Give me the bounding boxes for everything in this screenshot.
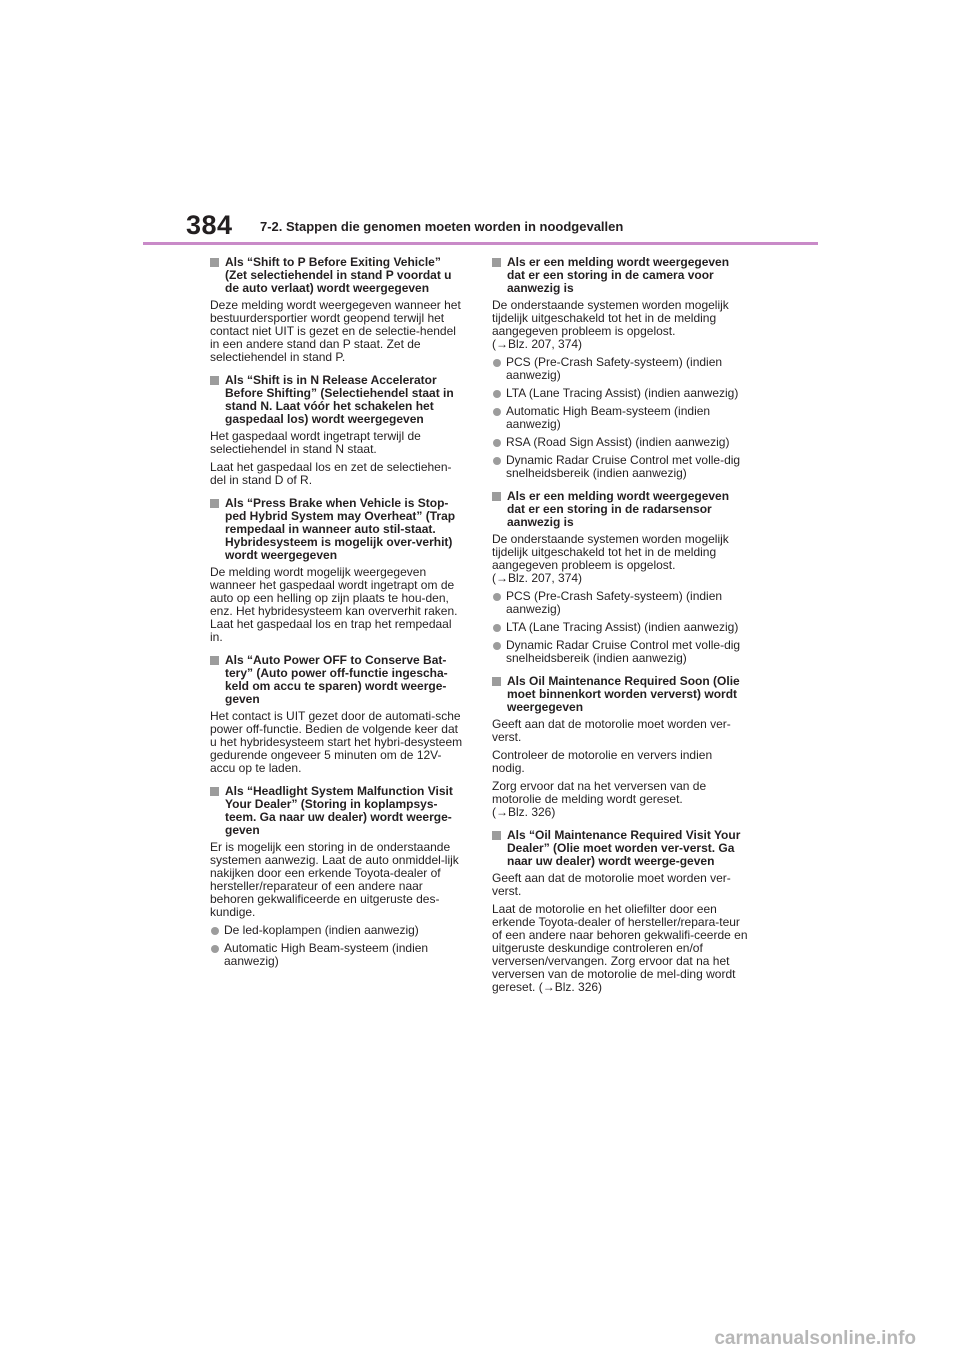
list-item: Automatic High Beam-systeem (indien aanwezig): [492, 405, 748, 431]
paragraph: De onderstaande systemen worden mogelijk tijdelijk uitgeschakeld tot het in de melding aangegeven probleem is opgelost. (→Blz. 207, 374): [492, 532, 729, 585]
list-item: De led-koplampen (indien aanwezig): [210, 924, 466, 937]
watermark-logo: carmanualsonline.info: [714, 1328, 916, 1349]
square-bullet-icon: [492, 492, 501, 501]
heading-text: Als “Press Brake when Vehicle is Stop-ped Hybrid System may Overheat” (Trap rempedaal in wanneer auto stil-staat. Hybridesysteem is mogelijk over-verhit) wordt weergegeven: [225, 496, 456, 562]
paragraph: Laat de motorolie en het oliefilter door een erkende Toyota-dealer of hersteller/repara-teur of een andere naar behoren gekwalifi-ceerde en uitgeruste deskundige controleren en/of verversen/vervangen. Zorg ervoor dat na het verversen van de motorolie de mel-ding wordt gereset. (→Blz. 326): [492, 902, 748, 994]
paragraph: Zorg ervoor dat na het verversen van de motorolie de melding wordt gereset. (→Blz. 326): [492, 779, 707, 819]
round-bullet-icon: [211, 945, 219, 953]
paragraph: Controleer de motorolie en ververs indien nodig.: [492, 748, 713, 775]
paragraph: De melding wordt mogelijk weergegeven wanneer het gaspedaal wordt ingetrapt om de auto op een helling op zijn plaats te hou-den, enz. Het hybridesysteem kan oververhit raken. Laat het gaspedaal los en trap het rempedaal in.: [210, 565, 458, 644]
list-item: PCS (Pre-Crash Safety-systeem) (indien aanwezig): [492, 590, 748, 616]
section-title: 7-2. Stappen die genomen moeten worden in noodgevallen: [260, 219, 624, 234]
square-bullet-icon: [210, 787, 219, 796]
heading-text: Als er een melding wordt weergegeven dat er een storing in de camera voor aanwezig is: [507, 255, 730, 295]
list-item: Dynamic Radar Cruise Control met volle-dig snelheidsbereik (indien aanwezig): [492, 454, 748, 480]
heading-text: Als “Headlight System Malfunction Visit Your Dealer” (Storing in koplampsys-teem. Ga naar uw dealer) wordt weerge-geven: [225, 784, 453, 837]
page-reference: (→Blz. 326): [492, 805, 556, 819]
round-bullet-icon: [211, 927, 219, 935]
list-item: Automatic High Beam-systeem (indien aanwezig): [210, 942, 466, 968]
heading-auto-power-off: [210, 654, 466, 706]
page-reference: (→Blz. 207, 374): [492, 571, 583, 585]
paragraph: De onderstaande systemen worden mogelijk tijdelijk uitgeschakeld tot het in de melding aangegeven probleem is opgelost. (→Blz. 207, 374): [492, 298, 729, 351]
heading-text: Als “Auto Power OFF to Conserve Bat-tery” (Auto power off-functie ingescha-keld om accu te sparen) wordt weerge-geven: [225, 653, 448, 706]
heading-text: Als “Shift to P Before Exiting Vehicle” (Zet selectiehendel in stand P voordat u de auto verlaat) wordt weergegeven: [225, 255, 452, 295]
list-item: LTA (Lane Tracing Assist) (indien aanwezig): [492, 621, 748, 634]
list-item: Dynamic Radar Cruise Control met volle-dig snelheidsbereik (indien aanwezig): [492, 639, 748, 665]
square-bullet-icon: [492, 258, 501, 267]
right-column: [492, 256, 748, 999]
list-item: PCS (Pre-Crash Safety-systeem) (indien aanwezig): [492, 356, 748, 382]
round-bullet-icon: [493, 359, 501, 367]
heading-oil-maintenance-soon: [492, 675, 748, 714]
square-bullet-icon: [492, 677, 501, 686]
heading-oil-maintenance-dealer: [492, 829, 748, 868]
square-bullet-icon: [492, 831, 501, 840]
heading-shift-in-n: [210, 374, 466, 426]
paragraph: Het gaspedaal wordt ingetrapt terwijl de selectiehendel in stand N staat.: [210, 429, 421, 456]
paragraph: Laat het gaspedaal los en zet de selectiehen-del in stand D of R.: [210, 460, 452, 487]
heading-text: Als “Shift is in N Release Accelerator Before Shifting” (Selectiehendel staat in stand N. Laat vóór het schakelen het gaspedaal los) wordt weergegeven: [225, 373, 454, 426]
round-bullet-icon: [493, 593, 501, 601]
heading-press-brake: [210, 497, 466, 562]
square-bullet-icon: [210, 258, 219, 267]
list-item: RSA (Road Sign Assist) (indien aanwezig): [492, 436, 748, 449]
heading-text: Als “Oil Maintenance Required Visit Your Dealer” (Olie moet worden ver-verst. Ga naar uw dealer) wordt weerge-geven: [507, 828, 741, 868]
round-bullet-icon: [493, 408, 501, 416]
header-rule: [143, 242, 818, 245]
round-bullet-icon: [493, 439, 501, 447]
page-number: 384: [186, 210, 233, 240]
paragraph: Deze melding wordt weergegeven wanneer het bestuurdersportier wordt geopend terwijl het contact niet UIT is gezet en de selectie-hendel in een andere stand dan P staat. Zet de selectiehendel in stand P.: [210, 298, 461, 364]
paragraph: Geeft aan dat de motorolie moet worden ver-verst.: [492, 717, 731, 744]
list-item: LTA (Lane Tracing Assist) (indien aanwezig): [492, 387, 748, 400]
heading-front-camera: [492, 256, 748, 295]
paragraph: Er is mogelijk een storing in de onderstaande systemen aanwezig. Laat de auto onmiddel-lijk nakijken door een erkende Toyota-dealer of hersteller/reparateur of een andere naar behoren gekwalificeerde en uitgeruste des-kundige.: [210, 840, 459, 919]
round-bullet-icon: [493, 624, 501, 632]
square-bullet-icon: [210, 376, 219, 385]
left-column: [210, 256, 466, 973]
heading-shift-to-p: [210, 256, 466, 295]
heading-headlight-malfunction: [210, 785, 466, 837]
round-bullet-icon: [493, 390, 501, 398]
round-bullet-icon: [493, 457, 501, 465]
square-bullet-icon: [210, 656, 219, 665]
page-reference: (→Blz. 207, 374): [492, 337, 583, 351]
paragraph: Het contact is UIT gezet door de automati-sche power off-functie. Bedien de volgende keer dat u het hybridesysteem start het hybri-desysteem gedurende ongeveer 5 minuten om de 12V-accu op te laden.: [210, 709, 463, 775]
square-bullet-icon: [210, 499, 219, 508]
round-bullet-icon: [493, 642, 501, 650]
heading-text: Als Oil Maintenance Required Soon (Olie moet binnenkort worden ververst) wordt weergegeven: [507, 674, 740, 714]
heading-radar-sensor: [492, 490, 748, 529]
paragraph: Geeft aan dat de motorolie moet worden ver-verst.: [492, 871, 731, 898]
heading-text: Als er een melding wordt weergegeven dat er een storing in de radarsensor aanwezig is: [507, 489, 730, 529]
